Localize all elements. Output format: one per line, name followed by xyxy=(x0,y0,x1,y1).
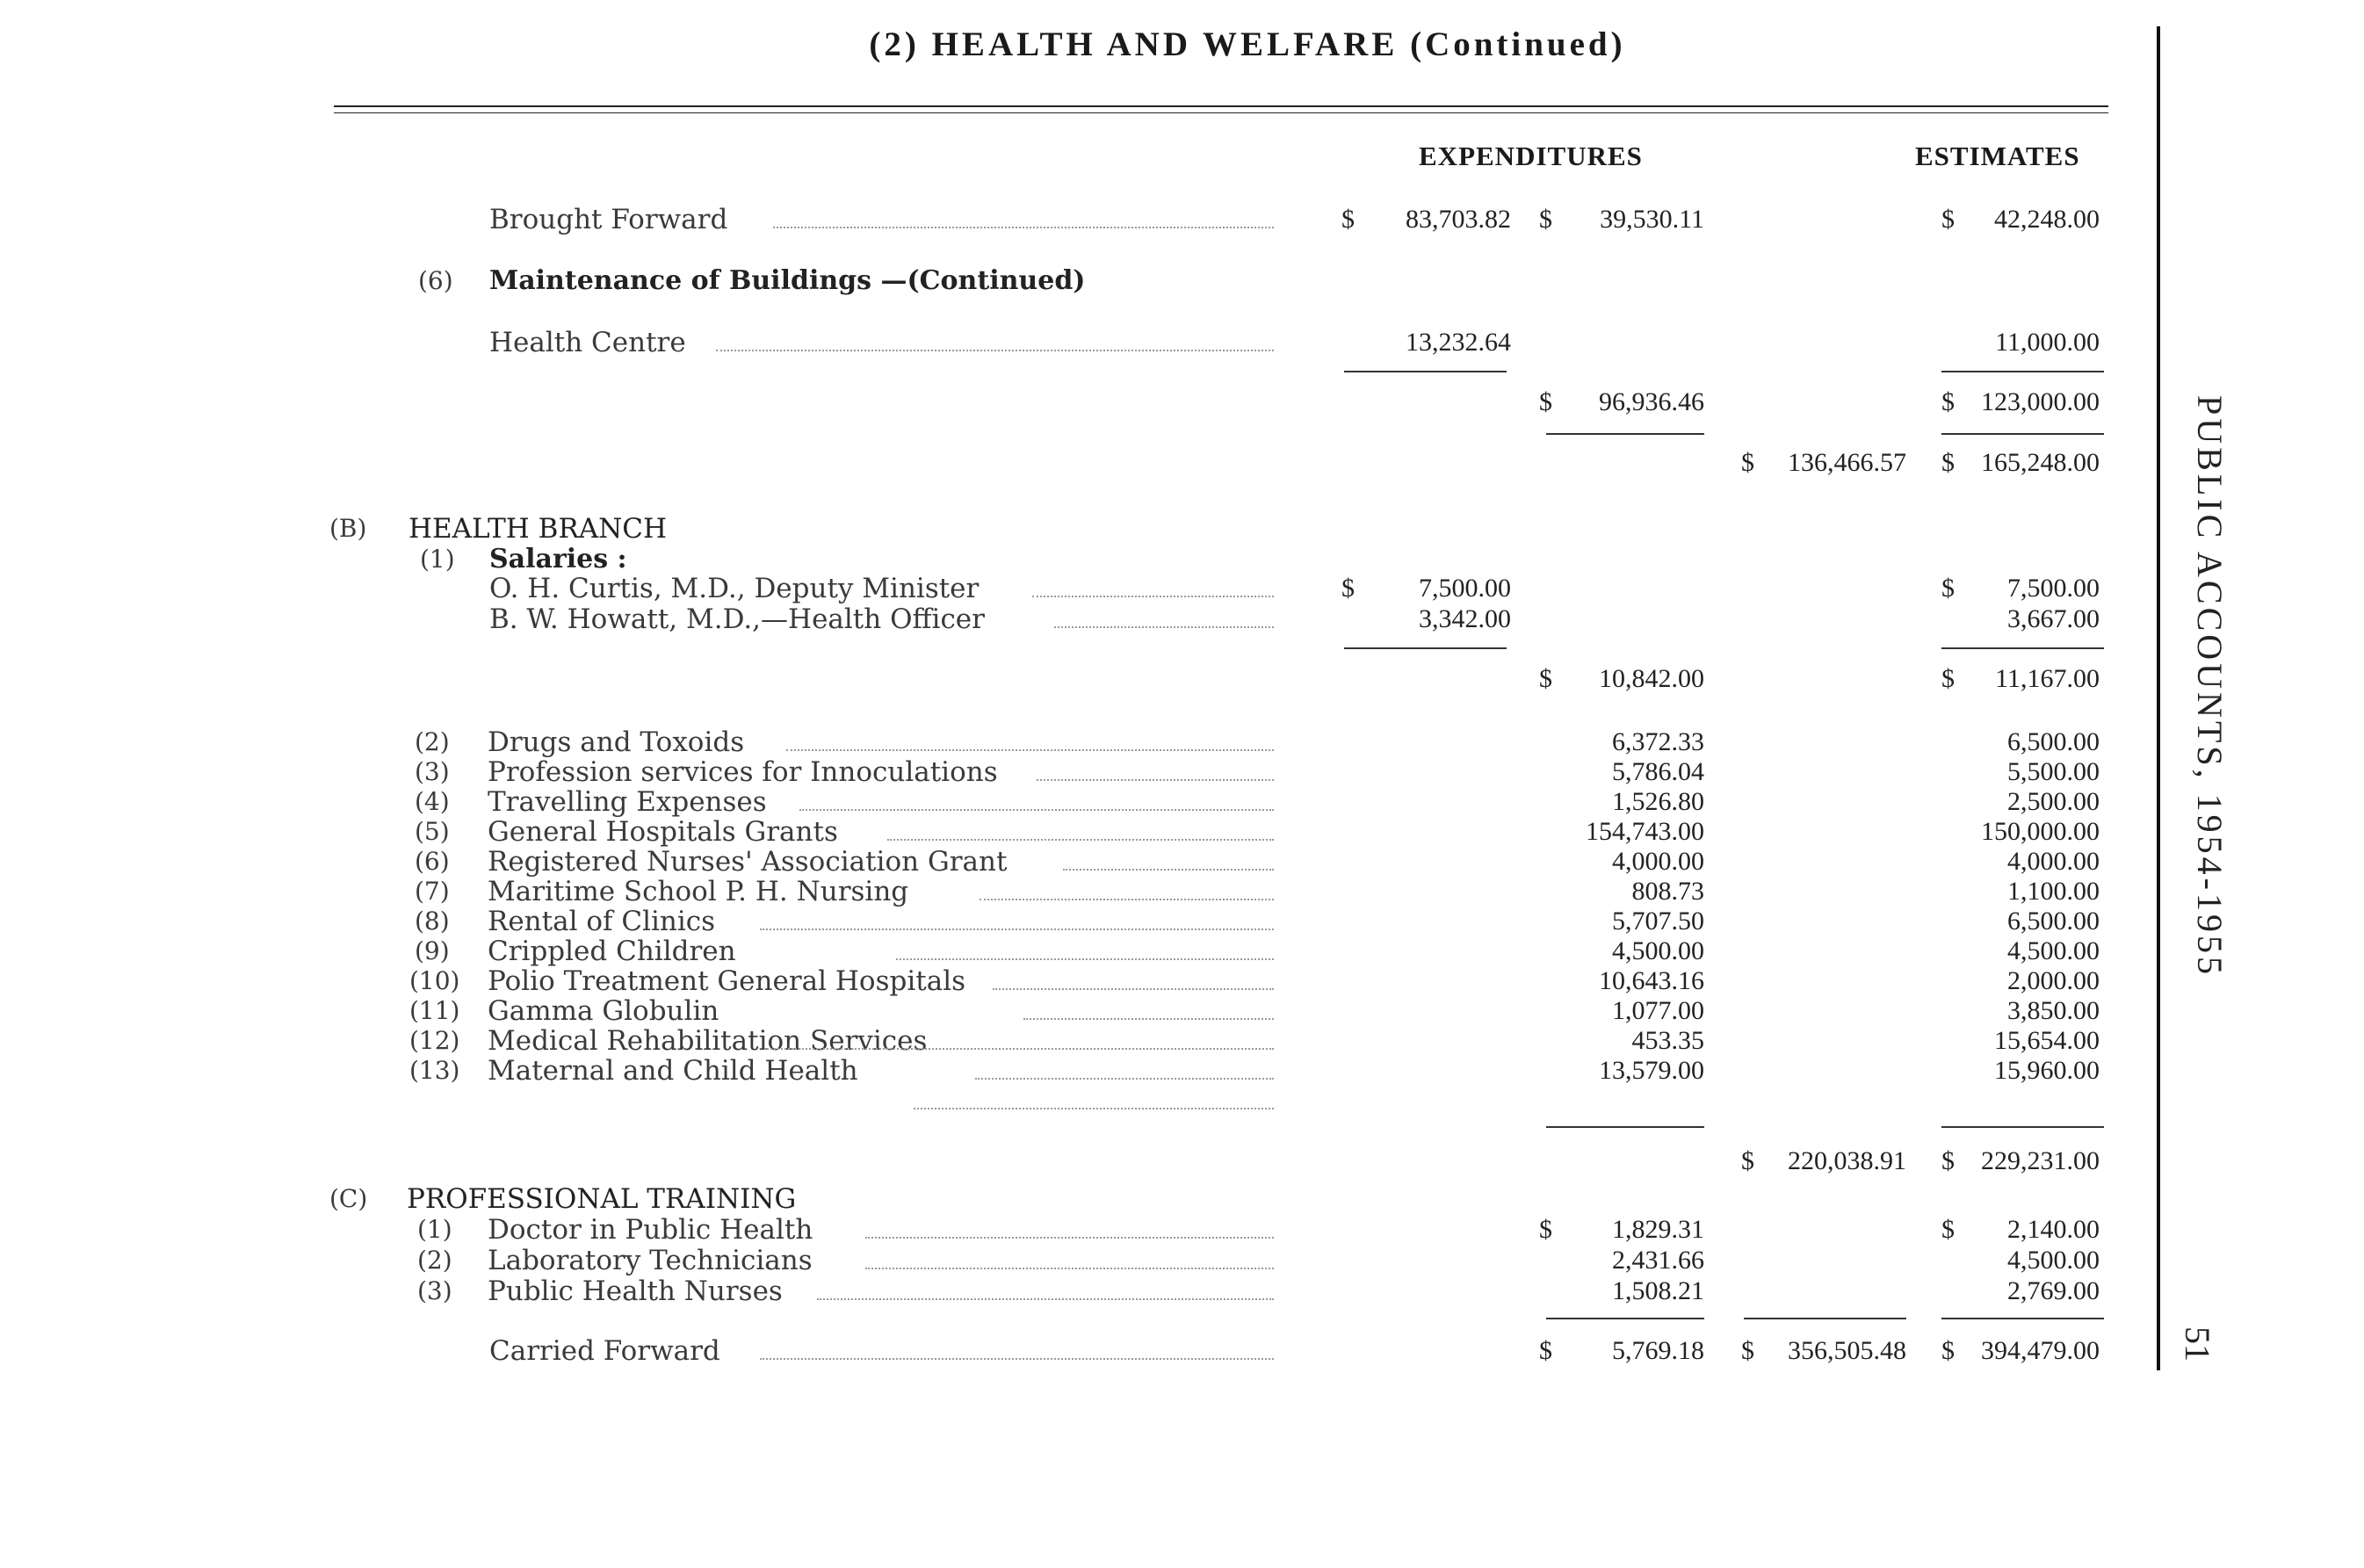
amount: 11,000.00 xyxy=(1995,328,2100,357)
dollar-sign: $ xyxy=(1539,1336,1552,1365)
sum-rule xyxy=(1344,647,1507,649)
amount: 3,850.00 xyxy=(2007,996,2100,1025)
line-label: Health Centre xyxy=(489,327,686,358)
amount: 229,231.00 xyxy=(1981,1146,2100,1175)
amount: 10,643.16 xyxy=(1599,966,1704,995)
section-heading: HEALTH BRANCH xyxy=(408,513,668,545)
carried-forward-row xyxy=(0,1333,2364,1369)
sum-rule xyxy=(1744,1318,1906,1319)
dollar-sign: $ xyxy=(1941,1146,1955,1175)
amount: 83,703.82 xyxy=(1406,205,1511,234)
dollar-sign: $ xyxy=(1741,1146,1754,1175)
amount: 5,769.18 xyxy=(1612,1336,1704,1365)
estimates-header: ESTIMATES xyxy=(1915,141,2080,171)
amount: 2,000.00 xyxy=(2007,966,2100,995)
amount: 4,000.00 xyxy=(2007,847,2100,876)
amount: 2,500.00 xyxy=(2007,787,2100,816)
header-rule-top xyxy=(334,105,2108,107)
dollar-sign: $ xyxy=(1341,574,1355,603)
brought-forward-row xyxy=(0,202,2364,237)
amount: 2,140.00 xyxy=(2007,1215,2100,1244)
dot-leader xyxy=(1063,869,1274,871)
line-label: Crippled Children xyxy=(488,936,736,967)
item-number: (2) xyxy=(417,1246,452,1275)
sum-rule xyxy=(1941,371,2104,372)
item-number: (6) xyxy=(415,847,450,876)
dot-leader xyxy=(1037,779,1274,781)
amount: 394,479.00 xyxy=(1981,1336,2100,1365)
branch-item-row xyxy=(0,1083,2364,1118)
dot-leader xyxy=(865,1237,1274,1239)
training-item-row xyxy=(0,1243,2364,1278)
amount: 7,500.00 xyxy=(2007,574,2100,603)
dollar-sign: $ xyxy=(1941,1215,1955,1244)
salary-row xyxy=(0,571,2364,606)
training-item-row xyxy=(0,1212,2364,1247)
dot-leader xyxy=(887,839,1274,841)
amount: 1,526.80 xyxy=(1612,787,1704,816)
section-letter: (B) xyxy=(329,514,367,543)
dot-leader xyxy=(1032,596,1274,597)
sum-rule xyxy=(1941,647,2104,649)
amount: 2,431.66 xyxy=(1612,1246,1704,1275)
dot-leader xyxy=(716,350,1274,351)
line-label: Gamma Globulin xyxy=(488,995,719,1027)
line-label: Polio Treatment General Hospitals xyxy=(488,965,966,997)
item-number: (8) xyxy=(415,907,450,936)
sum-rule xyxy=(1941,1126,2104,1128)
carried-forward-label: Carried Forward xyxy=(489,1335,720,1367)
amount: 6,500.00 xyxy=(2007,907,2100,936)
amount: 136,466.57 xyxy=(1788,448,1906,477)
dollar-sign: $ xyxy=(1741,448,1754,477)
amount: 42,248.00 xyxy=(1994,205,2100,234)
dot-leader xyxy=(993,988,1274,990)
maintenance-heading-row xyxy=(0,264,2364,299)
dot-leader xyxy=(980,899,1274,900)
page-number: 51 xyxy=(2178,1326,2217,1362)
amount: 1,508.21 xyxy=(1612,1276,1704,1305)
item-number: (6) xyxy=(418,266,453,295)
section-letter: (C) xyxy=(329,1184,368,1213)
page-title: (2) HEALTH AND WELFARE (Continued) xyxy=(869,25,1626,63)
dollar-sign: $ xyxy=(1941,574,1955,603)
amount: 15,654.00 xyxy=(1994,1026,2100,1055)
dollar-sign: $ xyxy=(1941,448,1955,477)
line-label: General Hospitals Grants xyxy=(488,816,838,848)
item-number: (11) xyxy=(409,996,460,1025)
amount: 13,232.64 xyxy=(1406,328,1511,357)
dot-leader xyxy=(865,1268,1274,1269)
dollar-sign: $ xyxy=(1539,205,1552,234)
sum-rule xyxy=(1941,433,2104,435)
line-label: Doctor in Public Health xyxy=(488,1214,813,1246)
line-label: Maritime School P. H. Nursing xyxy=(488,876,909,907)
amount: 220,038.91 xyxy=(1788,1146,1906,1175)
amount: 6,372.33 xyxy=(1612,727,1704,756)
health-centre-row xyxy=(0,325,2364,360)
sum-rule xyxy=(1941,1318,2104,1319)
amount: 11,167.00 xyxy=(1995,664,2100,693)
dollar-sign: $ xyxy=(1941,205,1955,234)
amount: 1,829.31 xyxy=(1612,1215,1704,1244)
amount: 4,500.00 xyxy=(2007,1246,2100,1275)
health-branch-heading-row xyxy=(0,511,2364,546)
item-number: (3) xyxy=(415,757,450,786)
dollar-sign: $ xyxy=(1341,205,1355,234)
amount: 165,248.00 xyxy=(1981,448,2100,477)
line-label: B. W. Howatt, M.D.,—Health Officer xyxy=(489,603,985,635)
amount: 2,769.00 xyxy=(2007,1276,2100,1305)
amount: 1,100.00 xyxy=(2007,877,2100,906)
line-label: Public Health Nurses xyxy=(488,1275,783,1307)
amount: 123,000.00 xyxy=(1981,387,2100,416)
dollar-sign: $ xyxy=(1941,387,1955,416)
item-number: (7) xyxy=(415,877,450,906)
amount: 3,667.00 xyxy=(2007,604,2100,633)
margin-rule xyxy=(2157,26,2160,1370)
line-label: Registered Nurses' Association Grant xyxy=(488,846,1008,878)
amount: 6,500.00 xyxy=(2007,727,2100,756)
dollar-sign: $ xyxy=(1941,664,1955,693)
dot-leader xyxy=(773,227,1274,228)
line-label: Drugs and Toxoids xyxy=(488,726,745,758)
item-number: (12) xyxy=(409,1026,460,1055)
dot-leader xyxy=(914,1108,1274,1109)
item-number: (9) xyxy=(415,936,450,965)
dot-leader xyxy=(896,958,1274,960)
item-number: (3) xyxy=(417,1276,452,1305)
header-rule-bottom xyxy=(334,112,2108,113)
line-label: Maternal and Child Health xyxy=(488,1055,858,1087)
line-label: Laboratory Technicians xyxy=(488,1245,813,1276)
item-number: (1) xyxy=(417,1215,452,1244)
amount: 4,000.00 xyxy=(1612,847,1704,876)
amount: 5,500.00 xyxy=(2007,757,2100,786)
health-branch-total-row xyxy=(0,1144,2364,1179)
dollar-sign: $ xyxy=(1539,387,1552,416)
amount: 808.73 xyxy=(1631,877,1704,906)
dot-leader xyxy=(975,1078,1274,1080)
dot-leader xyxy=(786,749,1274,751)
brought-forward-label: Brought Forward xyxy=(489,204,728,235)
dot-leader xyxy=(764,1048,1274,1050)
line-label: Rental of Clinics xyxy=(488,906,716,937)
running-title: PUBLIC ACCOUNTS, 1954-1955 xyxy=(2190,395,2230,978)
amount: 5,786.04 xyxy=(1612,757,1704,786)
amount: 10,842.00 xyxy=(1599,664,1704,693)
line-label: Medical Rehabilitation Services xyxy=(488,1025,928,1057)
subsection-heading: Salaries : xyxy=(489,544,627,574)
item-number: (5) xyxy=(415,817,450,846)
amount: 4,500.00 xyxy=(1612,936,1704,965)
amount: 154,743.00 xyxy=(1586,817,1704,846)
salary-row xyxy=(0,602,2364,637)
dot-leader xyxy=(799,809,1274,811)
dot-leader xyxy=(1023,1018,1274,1020)
amount: 356,505.48 xyxy=(1788,1336,1906,1365)
amount: 39,530.11 xyxy=(1600,205,1704,234)
dot-leader xyxy=(760,1358,1274,1360)
sum-rule xyxy=(1546,1318,1704,1319)
dollar-sign: $ xyxy=(1539,1215,1552,1244)
amount: 3,342.00 xyxy=(1419,604,1511,633)
section-heading: Maintenance of Buildings —(Continued) xyxy=(489,265,1086,296)
amount: 15,960.00 xyxy=(1994,1056,2100,1085)
salaries-subtotal-row xyxy=(0,661,2364,697)
item-number: (10) xyxy=(409,966,460,995)
sum-rule xyxy=(1546,433,1704,435)
maintenance-total-row xyxy=(0,445,2364,481)
section-heading: PROFESSIONAL TRAINING xyxy=(407,1183,797,1215)
expenditures-header: EXPENDITURES xyxy=(1419,141,1643,171)
item-number: (1) xyxy=(420,545,455,574)
item-number: (4) xyxy=(415,787,450,816)
line-label: Profession services for Innoculations xyxy=(488,756,998,788)
amount: 96,936.46 xyxy=(1599,387,1704,416)
line-label: O. H. Curtis, M.D., Deputy Minister xyxy=(489,573,980,604)
professional-training-heading-row xyxy=(0,1181,2364,1217)
line-label: Travelling Expenses xyxy=(488,786,767,818)
item-number: (2) xyxy=(415,727,450,756)
dollar-sign: $ xyxy=(1741,1336,1754,1365)
amount: 7,500.00 xyxy=(1419,574,1511,603)
dot-leader xyxy=(817,1298,1274,1300)
training-item-row xyxy=(0,1274,2364,1309)
amount: 453.35 xyxy=(1631,1026,1704,1055)
maintenance-subtotal-row xyxy=(0,385,2364,420)
dot-leader xyxy=(760,929,1274,930)
dot-leader xyxy=(1054,626,1274,628)
amount: 4,500.00 xyxy=(2007,936,2100,965)
amount: 150,000.00 xyxy=(1981,817,2100,846)
dollar-sign: $ xyxy=(1941,1336,1955,1365)
item-number: (13) xyxy=(409,1056,460,1085)
amount: 5,707.50 xyxy=(1612,907,1704,936)
amount: 1,077.00 xyxy=(1612,996,1704,1025)
sum-rule xyxy=(1546,1126,1704,1128)
dollar-sign: $ xyxy=(1539,664,1552,693)
sum-rule xyxy=(1344,371,1507,372)
amount: 13,579.00 xyxy=(1599,1056,1704,1085)
